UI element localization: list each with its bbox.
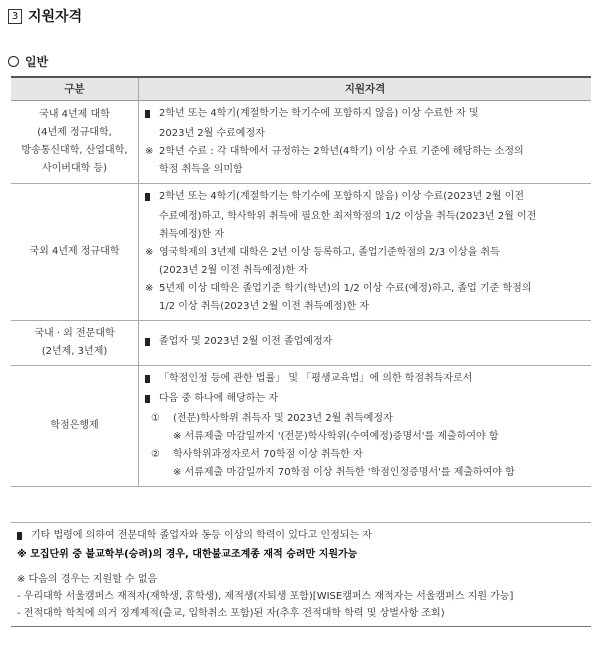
category-line: (2년제, 3년제) <box>41 346 108 357</box>
note-line: - 우리대학 서울캠퍼스 재적자(재학생, 휴학생), 제적생(자퇴생 포함)[WISE캠퍼스 재적자는 서울캠퍼스 지원 가능] <box>17 591 514 602</box>
line-marker: ② <box>151 449 160 460</box>
square-bullet-icon <box>17 532 22 540</box>
category-line: 방송통신대학, 산업대학, <box>21 145 128 156</box>
line-text: 2023년 2월 수료예정자 <box>159 128 265 139</box>
table-header-row <box>11 77 591 101</box>
category-line: (4년제 정규대학, <box>37 127 112 138</box>
circle-bullet-icon <box>8 56 19 67</box>
qualification-line <box>145 244 585 262</box>
line-text: 수료예정)하고, 학사학위 취득에 필요한 최저학점의 1/2 이상을 취득(2023년 2월 이전 <box>159 211 537 222</box>
table-row <box>11 321 591 366</box>
square-bullet-icon <box>145 110 150 118</box>
category-line: 국내 · 외 전문대학 <box>34 328 115 339</box>
line-text: 2학년 또는 4학기(계절학기는 학기수에 포함하지 않음) 이상 수료(2023년 2월 이전 <box>159 191 524 202</box>
line-text: ※ 서류제출 마감일까지 '(전문)학사학위(수여예정)증명서'를 제출하여야 함 <box>173 431 499 442</box>
line-text: 「학점인정 등에 관한 법률」 및 「평생교육법」에 의한 학점취득자로서 <box>159 373 473 384</box>
section-number-box: 3 <box>8 9 22 24</box>
qualification-line <box>145 280 585 298</box>
row-category <box>11 321 139 366</box>
qualification-line <box>145 390 585 410</box>
line-marker: ① <box>151 413 160 424</box>
qualification-line <box>145 208 585 226</box>
line-marker: ※ <box>145 283 154 294</box>
note-line: ※ 다음의 경우는 지원할 수 없음 <box>17 574 158 585</box>
table-row <box>11 101 591 184</box>
row-qualification <box>139 184 592 321</box>
line-text: 5년제 이상 대학은 졸업기준 학기(학년)의 1/2 이상 수료(예정)하고, 졸업 기준 학점의 <box>159 283 532 294</box>
line-text: 영국학제의 3년제 대학은 2년 이상 등록하고, 졸업기준학점의 2/3 이상을 취득 <box>159 247 500 258</box>
square-bullet-icon <box>145 193 150 201</box>
square-bullet-icon <box>145 395 150 403</box>
row-qualification <box>139 321 592 366</box>
qualification-line <box>145 298 585 316</box>
line-text: (전문)학사학위 취득자 및 2023년 2월 취득예정자 <box>173 413 393 424</box>
line-text: 학사학위과정자로서 70학점 이상 취득한 자 <box>173 449 363 460</box>
subsection-title-text: 일반 <box>25 55 49 69</box>
table-row <box>11 184 591 321</box>
qualification-line <box>145 105 585 125</box>
note-line: - 전적대학 학칙에 의거 징계제적(출교, 입학취소 포함)된 자(추후 전적대학 학력 및 상벌사항 조회) <box>17 608 445 619</box>
row-category <box>11 184 139 321</box>
qualification-line <box>145 370 585 390</box>
eligibility-table <box>11 76 591 487</box>
line-text: 취득예정)한 자 <box>159 229 225 240</box>
category-line: 국외 4년제 정규대학 <box>29 246 120 257</box>
qualification-line <box>145 428 585 446</box>
section-title-text: 지원자격 <box>28 9 83 25</box>
category-line: 사이버대학 등) <box>41 163 108 174</box>
qualification-line <box>145 464 585 482</box>
row-category <box>11 101 139 184</box>
qualification-line <box>145 161 585 179</box>
qualification-line <box>145 125 585 143</box>
category-line: 학점은행제 <box>50 420 99 431</box>
qualification-line <box>145 188 585 208</box>
row-qualification <box>139 101 592 184</box>
qualification-line <box>145 262 585 280</box>
subsection-title <box>8 53 48 70</box>
line-marker: ※ <box>145 146 154 157</box>
line-text: 학점 취득을 의미함 <box>159 164 243 175</box>
line-text: (2023년 2월 이전 취득예정)한 자 <box>159 265 308 276</box>
square-bullet-icon <box>145 375 150 383</box>
section-title <box>8 6 82 26</box>
row-qualification <box>139 366 592 487</box>
table-row <box>11 366 591 487</box>
square-bullet-icon <box>145 338 150 346</box>
header-qualification: 지원자격 <box>139 77 592 101</box>
qualification-line <box>145 143 585 161</box>
qualification-line <box>145 410 585 428</box>
note-emphasis: ※ 모집단위 중 불교학부(승려)의 경우, 대한불교조계종 재적 승려만 지원가능 <box>17 549 358 560</box>
qualification-line <box>145 333 585 353</box>
header-category: 구분 <box>11 77 139 101</box>
line-text: 2학년 수료 : 각 대학에서 규정하는 2학년(4학기) 이상 수료 기준에 해당하는 소정의 <box>159 146 524 157</box>
note-line: 기타 법령에 의하여 전문대학 졸업자와 동등 이상의 학력이 있다고 인정되는 자 <box>17 527 585 546</box>
notes-box <box>11 522 591 627</box>
row-category <box>11 366 139 487</box>
line-text: 다음 중 하나에 해당하는 자 <box>159 393 278 404</box>
qualification-line <box>145 446 585 464</box>
line-text: 1/2 이상 취득(2023년 2월 이전 취득예정)한 자 <box>159 301 370 312</box>
line-text: ※ 서류제출 마감일까지 70학점 이상 취득한 '학점인정증명서'를 제출하여야 함 <box>173 467 515 478</box>
line-marker: ※ <box>145 247 154 258</box>
qualification-line <box>145 226 585 244</box>
line-text: 2학년 또는 4학기(계절학기는 학기수에 포함하지 않음) 이상 수료한 자 및 <box>159 108 479 119</box>
line-text: 졸업자 및 2023년 2월 이전 졸업예정자 <box>159 336 333 347</box>
category-line: 국내 4년제 대학 <box>39 109 110 120</box>
